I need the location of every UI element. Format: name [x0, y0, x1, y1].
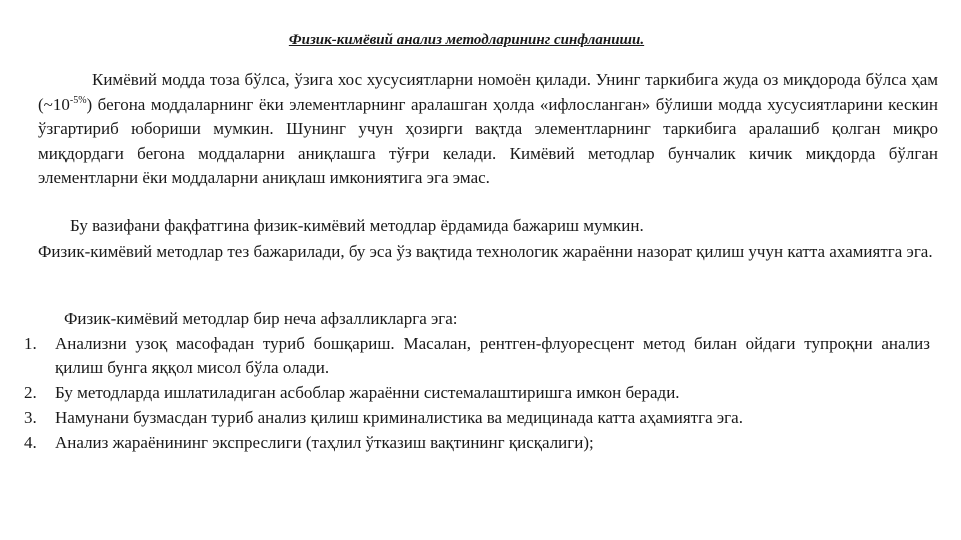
list-item-number: 3. [24, 407, 37, 427]
list-item-text: Бу методларда ишлатиладиган асбоблар жараённи системалаштиришга имкон беради. [55, 382, 680, 402]
list-item [24, 406, 930, 430]
list-item-text: Намунани бузмасдан туриб анализ қилиш криминалистика ва медицинада катта аҳамиятга эга. [55, 407, 743, 427]
advantages-list [24, 332, 930, 456]
list-item [24, 381, 930, 405]
advantages-heading: Физик-кимёвий методлар бир неча афзалликларга эга: [64, 309, 458, 328]
intro-paragraph [38, 68, 938, 191]
intro-text-part-1: Кимёвий модда тоза бўлса, ўзига хос хусусиятларни номоён қилади. Унинг таркибига жуда оз миқдорода бўлса ҳам (~10 [38, 70, 938, 114]
list-item-number: 1. [24, 334, 37, 353]
list-item-number: 4. [24, 432, 37, 452]
intro-text-part-2: ) бегона моддаларнинг ёки элементларнинг аралашган ҳолда «ифлосланган» бўлиши модда хусусиятларини кескин ўзгартириб юбориши мумкин. Шунинг учун ҳозирги вақтда элементларнинг таркибига аралашиб қолган миқро миқдордаги бегона моддаларни аниқлашга тўғри келади. Кимёвий методлар бунчалик кичик миқдорда бўлган элементларни ёки моддаларни аниқлаш имкониятига эга эмас. [38, 94, 938, 188]
slide-title: Физик-кимёвий анализ методларининг синфланиши. [288, 32, 645, 48]
speed-paragraph: Физик-кимёвий методлар тез бажарилади, бу эса ўз вақтида технологик жараённи назорат қилиш учун катта ахамиятга эга. [38, 242, 933, 261]
list-item-number: 2. [24, 382, 37, 402]
task-paragraph: Бу вазифани фақфатгина физик-кимёвий методлар ёрдамида бажариш мумкин. [70, 216, 644, 235]
list-item [24, 431, 930, 455]
list-item-text: Анализ жараёнининг экспреслиги (таҳлил ўтказиш вақтининг қисқалиги); [55, 432, 594, 452]
list-item-text: Анализни узоқ масофадан туриб бошқариш. Масалан, рентген-флуоресцент метод билан ойдаги тупроқни анализ қилиш бунга яққол мисол бўла олади. [55, 334, 930, 377]
exponent-superscript: -5% [69, 94, 87, 106]
list-item [24, 332, 930, 379]
